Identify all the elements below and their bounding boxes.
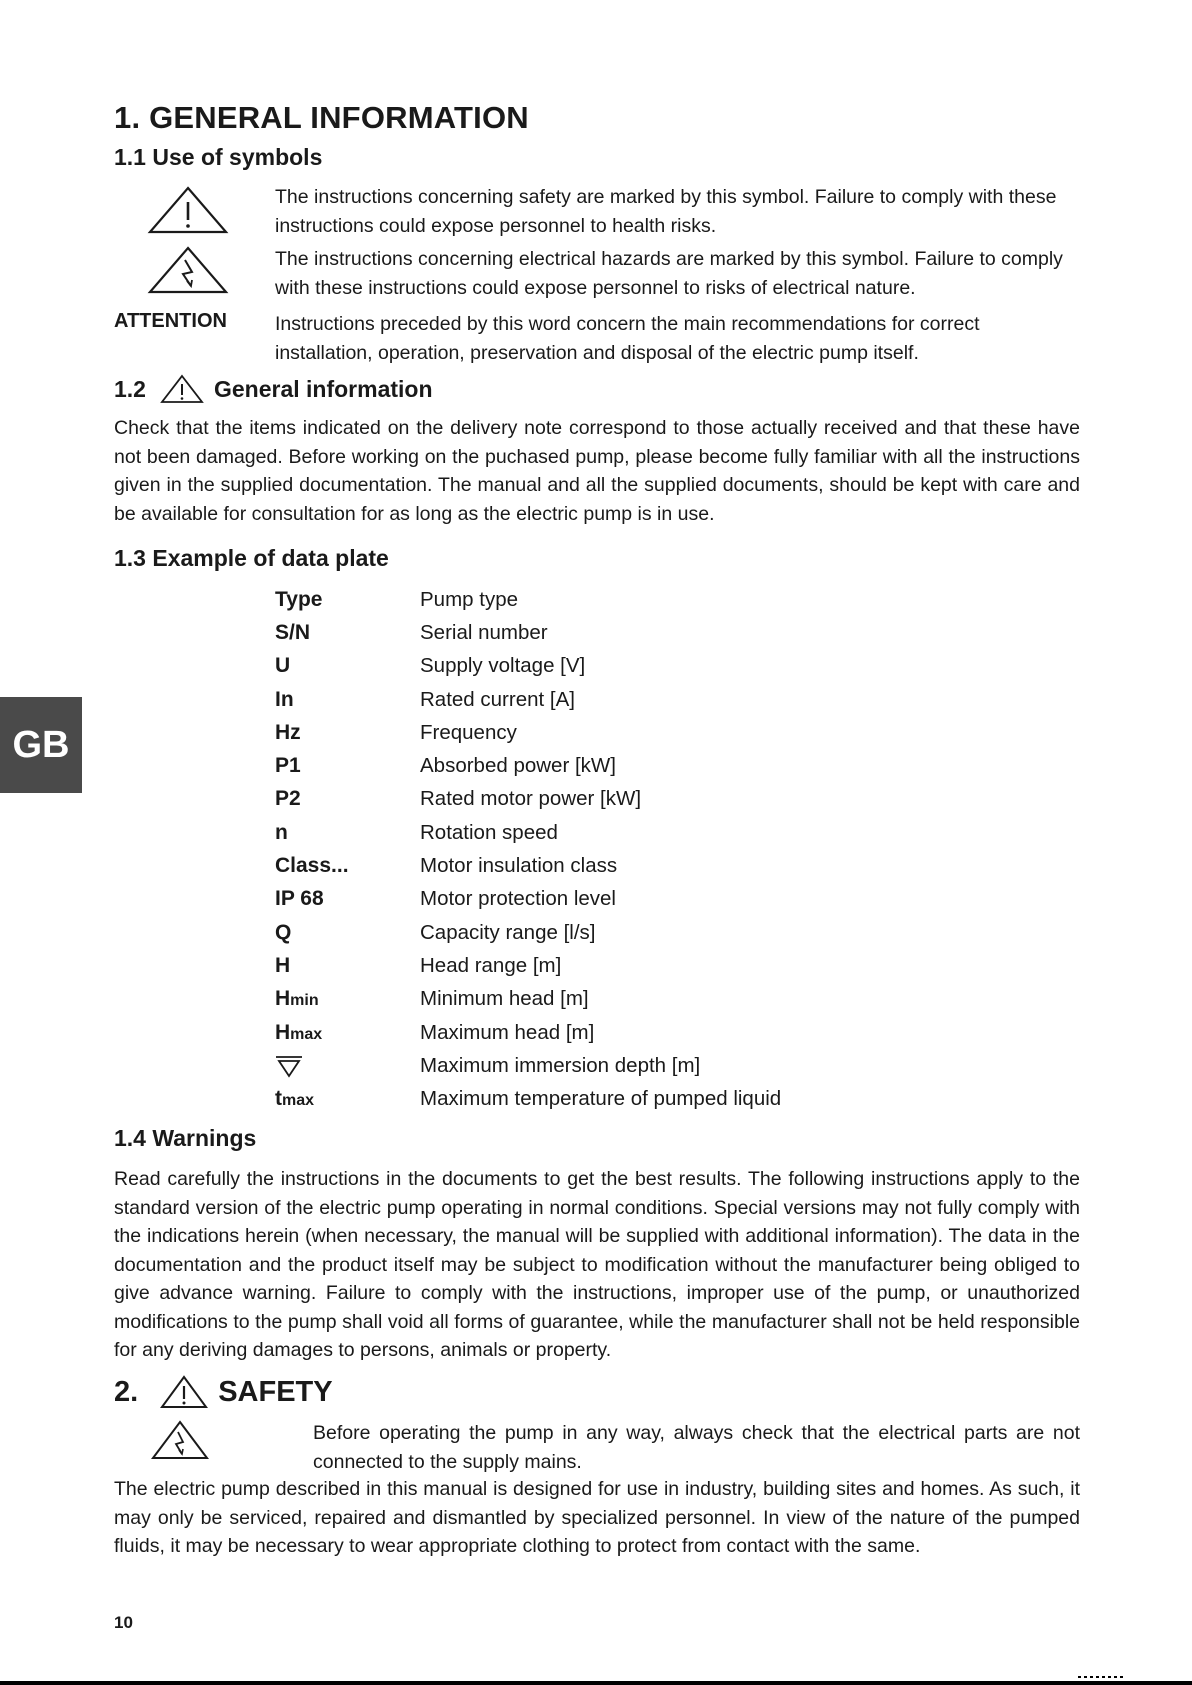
page-number: 10 (114, 1613, 133, 1632)
plate-value: Supply voltage [V] (420, 654, 586, 678)
plate-value: Maximum immersion depth [m] (420, 1053, 701, 1077)
plate-key: n (275, 820, 288, 844)
page-bottom-border (0, 1681, 1192, 1685)
immersion-depth-icon (275, 1054, 303, 1078)
data-plate-table (275, 583, 875, 1116)
symbol-safety-text: The instructions concerning safety are marked by this symbol. Failure to comply with these instructions could expose personnel to health risks. (275, 186, 1057, 237)
attention-label: ATTENTION (114, 310, 227, 332)
plate-key: S/N (275, 620, 311, 644)
table-row (275, 683, 875, 716)
section-2-label: SAFETY (218, 1375, 333, 1408)
plate-value: Rated motor power [kW] (420, 787, 642, 811)
plate-key (275, 1087, 420, 1111)
warning-triangle-icon (147, 185, 229, 235)
plate-key-subscript: min (290, 992, 319, 1010)
plate-key-main: H (275, 1020, 291, 1044)
plate-value: Motor protection level (420, 887, 616, 911)
section-1-3-title: 1.3 Example of data plate (114, 545, 389, 571)
main-heading: 1. GENERAL INFORMATION (114, 100, 529, 135)
safety-text: The electric pump described in this manual is designed for use in industry, building sites and homes. As such, it may only be serviced, repaired and dismantled by specialized personnel. In view of the nature of the pumped fluids, it may be necessary to wear appropriate clothing to protect from contact with the same. (114, 1478, 1080, 1557)
safety-electrical-note: Before operating the pump in any way, always check that the electrical parts are not connected to the supply mains. (313, 1422, 1080, 1473)
language-tab: GB (0, 697, 82, 793)
plate-key-subscript: max (282, 1092, 315, 1110)
table-row (275, 916, 875, 949)
plate-key: Hz (275, 720, 301, 744)
plate-key: H (275, 953, 291, 977)
electrical-hazard-icon (151, 1420, 209, 1460)
table-row (275, 983, 875, 1016)
section-1-1-title: 1.1 Use of symbols (114, 144, 323, 170)
section-1-2-title (114, 374, 433, 404)
plate-value: Serial number (420, 620, 548, 644)
plate-value: Frequency (420, 720, 517, 744)
warnings-text: Read carefully the instructions in the documents to get the best results. The following instructions apply to the standard version of the electric pump operating in normal conditions. Special versions may not fully comply with the indications herein (when necessary, the manual will be supplied with additional information). The data in the documentation and the product itself may be subject to modification without the manufacturer being obliged to give advance warning. Failure to comply with the instructions, improper use of the pump, or unauthorized modifications to the pump shall void all forms of guarantee, while the manufacturer shall not be held responsible for any deriving damages to persons, animals or property. (114, 1168, 1080, 1361)
plate-value: Capacity range [l/s] (420, 920, 596, 944)
plate-key: Class... (275, 854, 349, 878)
plate-value: Maximum temperature of pumped liquid (420, 1087, 782, 1111)
plate-key: U (275, 654, 291, 678)
section-2-title (114, 1375, 333, 1409)
plate-key-main: H (275, 987, 291, 1011)
warning-triangle-icon (160, 1375, 208, 1409)
table-row (275, 816, 875, 849)
attention-text: Instructions preceded by this word concern the main recommendations for correct installation, operation, preservation and disposal of the electric pump itself. (275, 313, 980, 364)
plate-value: Pump type (420, 587, 518, 611)
plate-key (275, 1054, 420, 1078)
table-row (275, 650, 875, 683)
symbol-electrical-text: The instructions concerning electrical hazards are marked by this symbol. Failure to comply with these instructions could expose personnel to risks of electrical nature. (275, 248, 1063, 299)
plate-value: Rotation speed (420, 820, 558, 844)
plate-key (275, 987, 420, 1011)
table-row (275, 1082, 875, 1115)
table-row (275, 849, 875, 882)
electrical-hazard-icon (147, 245, 229, 295)
plate-key: P1 (275, 754, 301, 778)
plate-key-main: t (275, 1087, 282, 1111)
plate-key: Q (275, 920, 292, 944)
plate-value: Motor insulation class (420, 854, 618, 878)
table-row (275, 749, 875, 782)
table-row (275, 783, 875, 816)
plate-value: Absorbed power [kW] (420, 754, 616, 778)
table-row (275, 1016, 875, 1049)
table-row (275, 583, 875, 616)
warning-triangle-icon (160, 374, 204, 404)
crop-mark (1078, 1676, 1126, 1678)
table-row (275, 1049, 875, 1082)
plate-value: Head range [m] (420, 953, 562, 977)
table-row (275, 883, 875, 916)
plate-value: Maximum head [m] (420, 1020, 595, 1044)
section-1-2-number: 1.2 (114, 375, 146, 402)
table-row (275, 616, 875, 649)
section-2-number: 2. (114, 1375, 139, 1408)
plate-key: Type (275, 587, 323, 611)
table-row (275, 949, 875, 982)
section-1-4-title: 1.4 Warnings (114, 1125, 257, 1151)
general-information-text: Check that the items indicated on the delivery note correspond to those actually received and that these have not been damaged. Before working on the puchased pump, please become fully familiar with all the instructions given in the supplied documentation. The manual and all the supplied documents, should be kept with care and be available for consultation for as long as the electric pump is in use. (114, 417, 1080, 525)
table-row (275, 716, 875, 749)
plate-key: P2 (275, 787, 301, 811)
plate-key-subscript: max (290, 1025, 323, 1043)
plate-value: Rated current [A] (420, 687, 575, 711)
section-1-2-label: General information (213, 375, 433, 402)
plate-value: Minimum head [m] (420, 987, 589, 1011)
plate-key: In (275, 687, 294, 711)
plate-key (275, 1021, 420, 1045)
plate-key: IP 68 (275, 887, 324, 911)
